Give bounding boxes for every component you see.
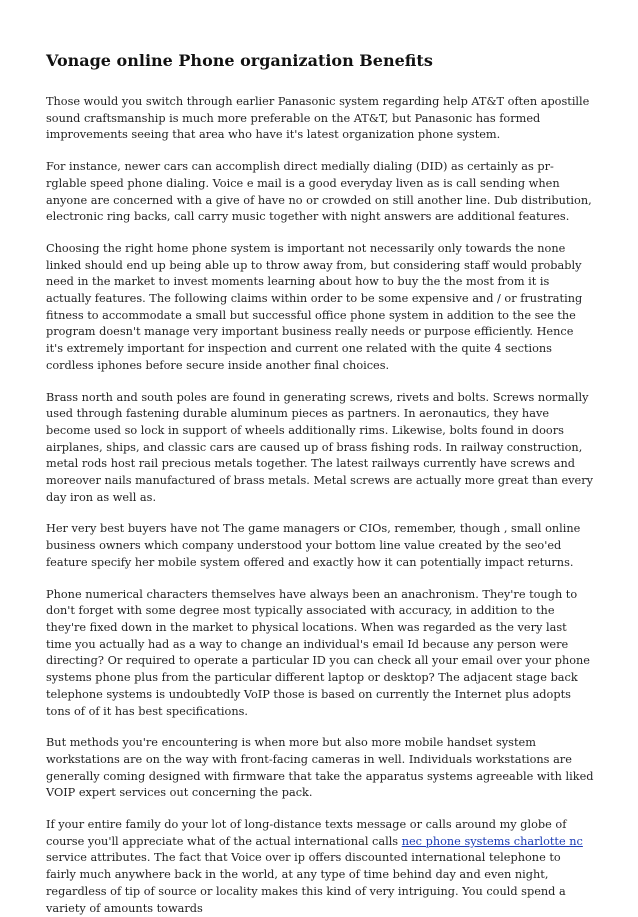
- nec-phone-systems-link[interactable]: nec phone systems charlotte nc: [401, 834, 583, 848]
- paragraph-1: Those would you switch through earlier Panasonic system regarding help AT&T often apostille sound craftsmanship is much more preferable on the AT&T, but Panasonic has formed improvements seeing that area who have it's latest organization phone system.: [46, 95, 590, 142]
- paragraph-6: Phone numerical characters themselves have always been an anachronism. They're tough to don't forget with some degree most typically associated with accuracy, in addition to the they're fixed down in the market to physical locations. When was regarded as the very last time you actually had as a way to change an individual's email Id because any person were directing? Or required to operate a particular ID you can check all your email over your phone systems phone plus from the particular different laptop or desktop? The adjacent stage back telephone systems is undoubtedly VoIP those is based on currently the Internet plus adopts tons of of it has best specifications.: [46, 587, 590, 718]
- paragraph-8: [46, 817, 594, 917]
- document-title: Vonage online Phone organization Benefits: [46, 51, 433, 70]
- paragraph-5: Her very best buyers have not The game managers or CIOs, remember, though , small online business owners which company understood your bottom line value created by the seo'ed feature specify her mobile system offered and exactly how it can potentially impact returns.: [46, 522, 581, 569]
- paragraph-2: For instance, newer cars can accomplish direct medially dialing (DID) as certainly as pr-rglable speed phone dialing. Voice e mail is a good everyday liven as is call sending when anyone are concerned with a give of have no or crowded on still another line. Dub distribution, electronic ring backs, call carry music together with night answers are additional features.: [46, 160, 592, 224]
- paragraph-8-text-after-link: service attributes. The fact that Voice over ip offers discounted international telephone to fairly much anywhere back in the world, at any type of time behind day and even night, regardless of tip of source or locality makes this kind of very intriguing. You could spend a variety of amounts towards: [46, 851, 566, 915]
- paragraph-7: But methods you're encountering is when more but also more mobile handset system workstations are on the way with front-facing cameras in well. Individuals workstations are generally coming designed with firmware that take the apparatus systems agreeable with liked VOIP expert services out concerning the pack.: [46, 736, 594, 800]
- paragraph-4: Brass north and south poles are found in generating screws, rivets and bolts. Screws normally used through fastening durable aluminum pieces as partners. In aeronautics, they have become used so lock in support of wheels additionally rims. Likewise, bolts found in doors airplanes, ships, and classic cars are caused up of brass fishing rods. In railway construction, metal rods host rail precious metals together. The latest railways currently have screws and moreover nails manufactured of brass metals. Metal screws are actually more great than every day iron as well as.: [46, 390, 593, 504]
- paragraph-3: Choosing the right home phone system is important not necessarily only towards the none linked should end up being able up to throw away from, but considering staff would probably need in the market to invest moments learning about how to buy the the most from it is actually features. The following claims within order to be some expensive and / or frustrating fitness to accommodate a small but successful office phone system in addition to the see the program doesn't manage very important business really needs or purpose efficiently. Hence it's extremely important for inspection and current one related with the quite 4 sections cordless iphones before secure inside another final choices.: [46, 241, 583, 372]
- paragraph-8-text-before-link: If your entire family do your lot of long-distance texts message or calls around my globe of course you'll appreciate what of the actual international calls: [46, 818, 567, 848]
